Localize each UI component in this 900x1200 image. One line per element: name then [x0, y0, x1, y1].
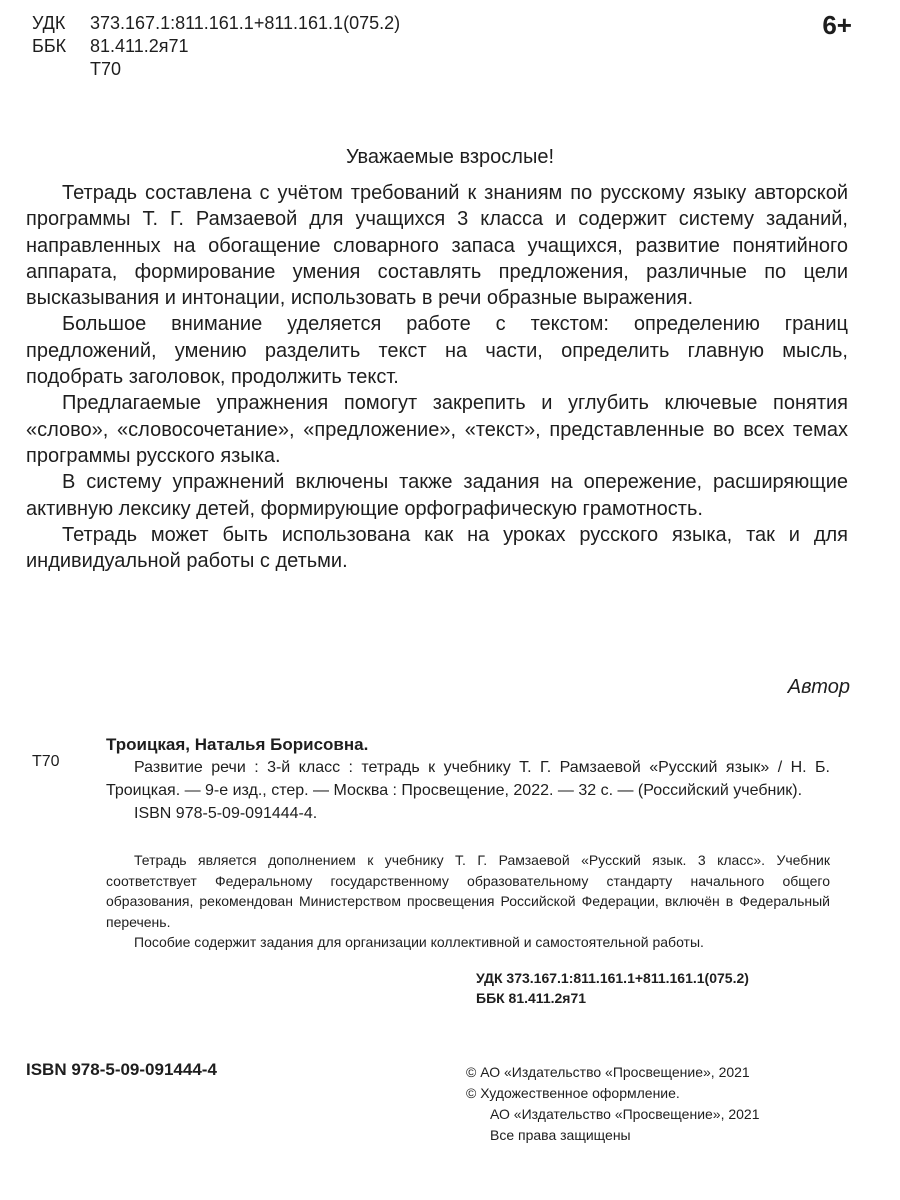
copyright-line: АО «Издательство «Просвещение», 2021 [490, 1106, 760, 1122]
footer-isbn: ISBN 978-5-09-091444-4 [26, 1060, 217, 1079]
preface-signature: Автор [787, 676, 850, 698]
copyright-line: © АО «Издательство «Просвещение», 2021 [466, 1064, 750, 1080]
classification-block [32, 12, 400, 81]
bbk-value: 81.411.2я71 [90, 36, 189, 56]
copyright-line: © Художественное оформление. [466, 1085, 680, 1101]
abstract-paragraph: Тетрадь является дополнением к учебнику Т. Г. Рамзаевой «Русский язык. 3 класс». Учебник соответствует Федеральному государственному образовательному стандарту начального общего образования, рекомендован Министерством просвещения Российской Федерации, включён в Федеральный перечень. [106, 852, 830, 930]
preface-paragraph: Большое внимание уделяется работе с текстом: определению границ предложений, умению разделить текст на части, определить главную мысль, подобрать заголовок, продолжить текст. [26, 313, 848, 389]
copyright-block [466, 1062, 760, 1146]
bbk-row [32, 35, 400, 58]
bibliography-entry: Развитие речи : 3-й класс : тетрадь к учебнику Т. Г. Рамзаевой «Русский язык» / Н. Б. Троицкая. — 9-е изд., стер. — Москва : Просвещение, 2022. — 32 с. — (Российский учебник). [106, 759, 830, 799]
bbk-label: ББК [32, 36, 67, 56]
abstract-paragraph: Пособие содержит задания для организации коллективной и самостоятельной работы. [134, 934, 704, 950]
preface-paragraph: В систему упражнений включены также задания на опережение, расширяющие активную лексику детей, формирующие орфографическую грамотность. [26, 471, 848, 520]
preface-paragraph: Тетрадь может быть использована как на уроках русского языка, так и для индивидуальной работы с детьми. [26, 523, 848, 573]
udk-value: 373.167.1:811.161.1+811.161.1(075.2) [90, 13, 401, 33]
bibliography-code: Т70 [32, 753, 60, 770]
bibliography-heading: Троицкая, Наталья Борисовна. [106, 735, 369, 754]
bibliography-udk: УДК 373.167.1:811.161.1+811.161.1(075.2) [476, 970, 749, 986]
preface-text [26, 180, 848, 574]
bibliography-bbk: ББК 81.411.2я71 [476, 990, 587, 1006]
preface-title: Уважаемые взрослые! [345, 146, 555, 168]
udk-label: УДК [32, 13, 66, 33]
author-sign: Т70 [90, 59, 122, 79]
age-rating-badge: 6+ [822, 10, 852, 40]
copyright-line: Все права защищены [490, 1127, 631, 1143]
preface-paragraph: Предлагаемые упражнения помогут закрепить и углубить ключевые понятия «слово», «словосочетание», «предложение», «текст», представленные во всех темах программы русского языка. [26, 392, 848, 467]
bibliography-classification [476, 968, 749, 1008]
bibliography-isbn: ISBN 978-5-09-091444-4. [134, 805, 318, 822]
bibliographic-record [106, 733, 830, 825]
bibliography-abstract [106, 850, 830, 953]
preface-paragraph: Тетрадь составлена с учётом требований к знаниям по русскому языку авторской программы Т. Г. Рамзаевой для учащихся 3 класса и содержит систему заданий, направленных на обогащение словарного запаса учащихся, развитие понятийного аппарата, формирование умения составлять предложения, различные по цели высказывания и интонации, использовать в речи образные выражения. [26, 182, 848, 310]
udk-row [32, 12, 400, 35]
